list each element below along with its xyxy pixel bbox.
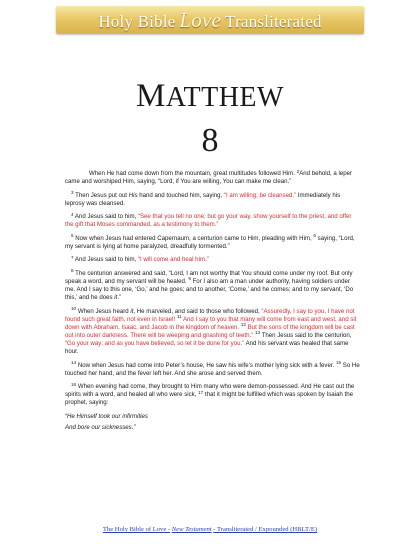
verse-text: And Jesus said to him, xyxy=(74,256,137,264)
verse-number: 6 xyxy=(313,233,316,239)
verse-text: .” xyxy=(117,294,122,302)
verse-number: 17 xyxy=(198,389,204,395)
banner-text-holy-bible: Holy Bible xyxy=(98,11,176,31)
paragraph-verse-5 xyxy=(65,235,361,251)
paragraph-verse-3 xyxy=(65,192,361,208)
chapter-number: 8 xyxy=(201,122,219,159)
footer-text[interactable]: The Holy Bible of Love - xyxy=(102,526,171,533)
words-of-jesus: “Go your way; and as you have believed, so let it be done for you.” xyxy=(65,339,245,347)
words-of-jesus: And I say to you that many will come from east and west, and sit down with Abraham, Isaac, and Jacob in the kingdom of heaven. xyxy=(65,315,357,331)
isaiah-quote xyxy=(65,413,361,432)
quote-line: “He Himself took our infirmities xyxy=(65,412,148,420)
words-of-jesus: “I will come and heal him.” xyxy=(137,256,209,264)
verse-text: Then Jesus put out xyxy=(75,191,127,199)
verse-text: saying, “Lord, my servant is lying at home paralyzed, dreadfully tormented.” xyxy=(65,234,355,250)
verse-text: For I also am a man under authority, having soldiers under me. And I say to this one, ‘Go,’ and he goes; and to another, ‘Come,’ and he comes; and to my servant, ‘Do this,’ and he does xyxy=(65,277,354,302)
verse-number: 11 xyxy=(176,314,182,320)
verse-number: 4 xyxy=(71,211,74,217)
verse-text: Now when Jesus had come into Peter’s house, He saw his wife’s mother lying sick with a fever. xyxy=(77,361,335,369)
words-of-jesus: But the sons of the kingdom will be cast out into outer darkness. There will be weeping and gnashing of teeth.” xyxy=(65,323,355,339)
verse-text: And Jesus said to him, xyxy=(74,213,137,221)
verse-number: 7 xyxy=(71,254,74,260)
verse-number: 15 xyxy=(335,360,342,366)
banner-text-transliterated: Transliterated xyxy=(225,11,322,31)
verse-text: that it might be fulfilled which was spoken by Isaiah the prophet, saying: xyxy=(65,391,353,407)
verse-text: And his servant was healed that same hour. xyxy=(65,339,349,356)
banner-title xyxy=(98,8,321,33)
verse-text: Then Jesus said to the centurion, xyxy=(261,331,352,339)
paragraph-verse-4 xyxy=(65,213,361,229)
verse-text: When He had come down from the mountain, great multitudes followed Him. xyxy=(89,170,295,177)
verse-number: 10 xyxy=(71,306,77,312)
verse-number: 13 xyxy=(254,330,261,336)
verse-number: 2 xyxy=(296,168,300,174)
footer-link[interactable] xyxy=(0,526,420,533)
verse-text: When Jesus heard xyxy=(77,307,129,315)
verse-text: When evening had come, they brought to Him many who were demon-possessed. And He cast out the spirits with a word, and healed all who were sick, xyxy=(65,383,355,399)
verse-text-italic: it xyxy=(130,307,134,315)
paragraph-verse-14 xyxy=(65,362,361,378)
verse-number: 14 xyxy=(71,360,77,366)
verse-text-italic: His xyxy=(128,191,138,199)
footer-text-italic[interactable]: New Testament xyxy=(171,526,212,533)
banner-text-love: Love xyxy=(179,7,222,32)
verse-number: 3 xyxy=(71,190,74,196)
verse-number: 9 xyxy=(188,276,191,282)
verse-text: , He marveled, and said to those who followed, xyxy=(133,307,260,315)
words-of-jesus: “See that you tell no one; but go your way, show yourself to the priest, and offer the gift that Moses commanded, as a testimony to them.” xyxy=(65,213,352,229)
paragraph-verse-16 xyxy=(65,383,361,407)
verse-text: Immediately his leprosy was cleansed. xyxy=(65,191,341,207)
paragraph-verse-1 xyxy=(65,170,361,186)
paragraph-verse-7 xyxy=(65,256,361,264)
paragraph-verse-8 xyxy=(65,270,361,302)
footer-text[interactable]: - Transliterated / Expounded (HBLT/E) xyxy=(213,526,318,533)
words-of-jesus: “Assuredly, I say to you, I have not found such great faith, not even in Israel! xyxy=(65,307,355,323)
scripture-text xyxy=(65,170,361,435)
quote-line: And bore our sicknesses.” xyxy=(65,423,136,431)
verse-text: So He touched her hand, and the fever left her. And she arose and served them. xyxy=(65,361,360,377)
verse-text: And behold, a leper came and worshiped Him, saying, “Lord, if You are willing, You can make me clean.” xyxy=(65,170,353,186)
book-title-initial: M xyxy=(136,78,166,114)
book-title-rest: ATTHEW xyxy=(165,82,284,113)
verse-number: 8 xyxy=(71,268,74,274)
words-of-jesus: “I am willing; be cleansed.” xyxy=(223,191,297,199)
verse-text: Now when Jesus had entered Capernaum, a centurion came to Him, pleading with Him, xyxy=(75,234,312,242)
header-banner xyxy=(56,6,364,34)
verse-number: 16 xyxy=(71,381,77,387)
verse-number: 5 xyxy=(71,233,74,239)
book-title xyxy=(0,78,420,115)
verse-text-italic: it xyxy=(114,294,118,302)
verse-text: The centurion answered and said, “Lord, I am not worthy that You should come under my roof. But only speak a word, and my servant will be healed. xyxy=(65,269,353,285)
paragraph-verse-10 xyxy=(65,308,361,357)
verse-text: hand and touched him, saying, xyxy=(139,191,223,199)
verse-number: 12 xyxy=(240,322,246,328)
